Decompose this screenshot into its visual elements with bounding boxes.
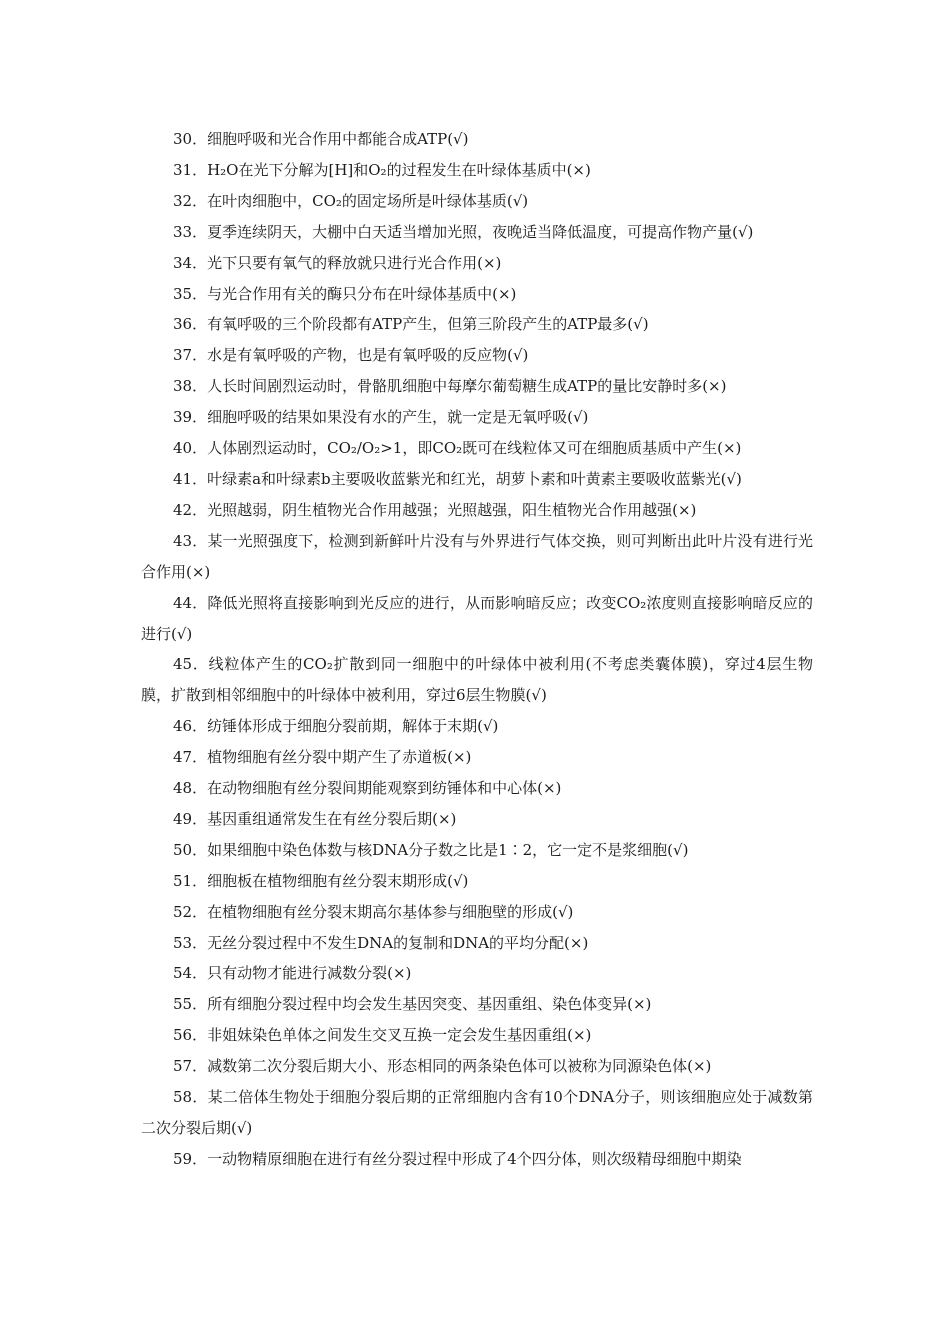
statement-item: 40．人体剧烈运动时，CO₂/O₂>1，即CO₂既可在线粒体又可在细胞质基质中产生(×) <box>173 439 742 458</box>
statement-item: 51．细胞板在植物细胞有丝分裂末期形成(√) <box>173 871 469 890</box>
statement-item: 43．某一光照强度下，检测到新鲜叶片没有与外界进行气体交换，则可判断出此叶片没有进行光合作用(×) <box>141 531 813 581</box>
statement-item: 41．叶绿素a和叶绿素b主要吸收蓝紫光和红光，胡萝卜素和叶黄素主要吸收蓝紫光(√) <box>173 469 742 488</box>
statement-item: 30．细胞呼吸和光合作用中都能合成ATP(√) <box>173 130 469 148</box>
statement-item: 59．一动物精原细胞在进行有丝分裂过程中形成了4个四分体，则次级精母细胞中期染 <box>173 1149 742 1168</box>
statement-item: 31．H₂O在光下分解为[H]和O₂的过程发生在叶绿体基质中(×) <box>173 160 591 179</box>
statement-item: 50．如果细胞中染色体数与核DNA分子数之比是1∶2，它一定不是浆细胞(√) <box>173 840 689 859</box>
statement-item: 45．线粒体产生的CO₂扩散到同一细胞中的叶绿体中被利用(不考虑类囊体膜)，穿过4层生物膜，扩散到相邻细胞中的叶绿体中被利用，穿过6层生物膜(√) <box>141 655 813 705</box>
statement-item: 35．与光合作用有关的酶只分布在叶绿体基质中(×) <box>173 284 517 303</box>
statement-item: 57．减数第二次分裂后期大小、形态相同的两条染色体可以被称为同源染色体(×) <box>173 1057 712 1076</box>
statement-item: 54．只有动物才能进行减数分裂(×) <box>173 964 412 983</box>
statement-item: 39．细胞呼吸的结果如果没有水的产生，就一定是无氧呼吸(√) <box>173 408 589 427</box>
statement-item: 55．所有细胞分裂过程中均会发生基因突变、基因重组、染色体变异(×) <box>173 995 652 1014</box>
statement-item: 58．某二倍体生物处于细胞分裂后期的正常细胞内含有10个DNA分子，则该细胞应处于减数第二次分裂后期(√) <box>141 1088 813 1137</box>
statement-item: 37．水是有氧呼吸的产物，也是有氧呼吸的反应物(√) <box>173 346 529 365</box>
document-body <box>141 124 813 1175</box>
statement-item: 44．降低光照将直接影响到光反应的进行，从而影响暗反应；改变CO₂浓度则直接影响暗反应的进行(√) <box>141 593 813 643</box>
statement-item: 56．非姐妹染色单体之间发生交叉互换一定会发生基因重组(×) <box>173 1026 592 1045</box>
statement-item: 46．纺锤体形成于细胞分裂前期，解体于末期(√) <box>173 717 499 736</box>
statement-item: 52．在植物细胞有丝分裂末期高尔基体参与细胞壁的形成(√) <box>173 902 574 921</box>
statement-item: 48．在动物细胞有丝分裂间期能观察到纺锤体和中心体(×) <box>173 779 562 798</box>
statement-item: 32．在叶肉细胞中，CO₂的固定场所是叶绿体基质(√) <box>173 191 529 210</box>
statement-item: 36．有氧呼吸的三个阶段都有ATP产生，但第三阶段产生的ATP最多(√) <box>173 315 649 334</box>
statement-item: 33．夏季连续阴天，大棚中白天适当增加光照，夜晚适当降低温度，可提高作物产量(√) <box>173 222 754 241</box>
statement-item: 49．基因重组通常发生在有丝分裂后期(×) <box>173 809 457 828</box>
statement-item: 34．光下只要有氧气的释放就只进行光合作用(×) <box>173 253 502 272</box>
statement-item: 42．光照越弱，阴生植物光合作用越强；光照越强，阳生植物光合作用越强(×) <box>173 500 697 519</box>
statement-item: 53．无丝分裂过程中不发生DNA的复制和DNA的平均分配(×) <box>173 933 589 952</box>
statement-item: 47．植物细胞有丝分裂中期产生了赤道板(×) <box>173 748 472 767</box>
statement-item: 38．人长时间剧烈运动时，骨骼肌细胞中每摩尔葡萄糖生成ATP的量比安静时多(×) <box>173 377 727 396</box>
